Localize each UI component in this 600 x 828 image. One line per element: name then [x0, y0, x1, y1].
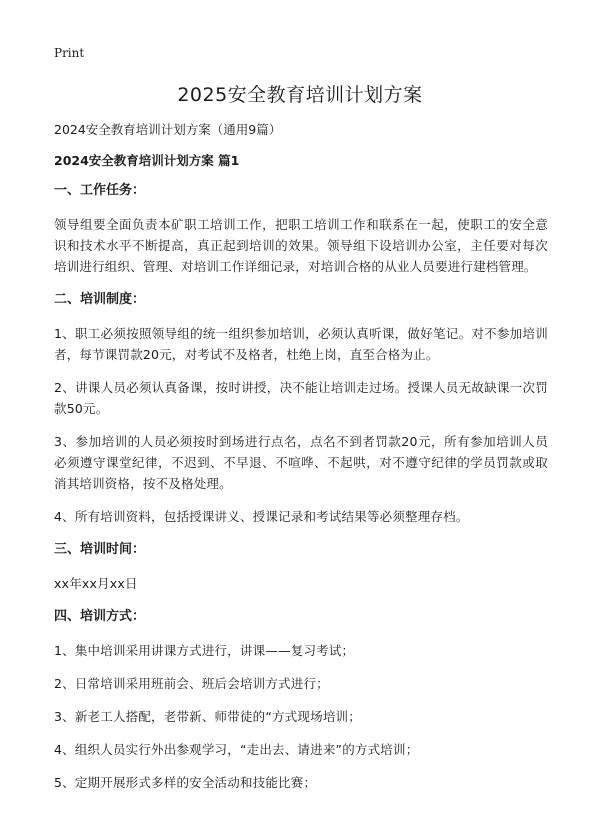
section-heading-methods: 四、培训方式： [54, 609, 146, 624]
section-heading-tasks: 一、工作任务： [54, 183, 146, 198]
part-heading: 2024安全教育培训计划方案 篇1 [54, 153, 240, 168]
document-body [54, 180, 548, 805]
document-subtitle: 2024安全教育培训计划方案（通用9篇） [54, 122, 282, 137]
section-heading-system: 二、培训制度： [54, 292, 146, 307]
paragraph: 3、参加培训的人员必须按时到场进行点名，点名不到者罚款20元，所有参加培训人员必须遵守课堂纪律，不迟到、不早退、不喧哗、不起哄，对不遵守纪律的学员罚款或取消其培训资格，按不及格处理。 [54, 434, 548, 491]
print-label: Print [54, 46, 85, 60]
paragraph: 1、职工必须按照领导组的统一组织参加培训，必须认真听课，做好笔记。对不参加培训者，每节课罚款20元，对考试不及格者，杜绝上岗，直至合格为止。 [54, 326, 548, 362]
list-item: 1、集中培训采用讲课方式进行，讲课——复习考试； [54, 643, 355, 658]
list-item: 4、组织人员实行外出参观学习，“走出去、请进来”的方式培训； [54, 742, 419, 757]
paragraph: 2、讲课人员必须认真备课，按时讲授，决不能让培训走过场。授课人员无故缺课一次罚款50元。 [54, 380, 548, 416]
paragraph: xx年xx月xx日 [54, 576, 138, 591]
paragraph: 领导组要全面负责本矿职工培训工作，把职工培训工作和联系在一起，使职工的安全意识和技术水平不断提高，真正起到培训的效果。领导组下设培训办公室，主任要对每次培训进行组织、管理、对培训工作详细记录，对培训合格的从业人员要进行建档管理。 [54, 217, 548, 274]
page-title: 2025安全教育培训计划方案 [177, 84, 423, 106]
list-item: 5、定期开展形式多样的安全活动和技能比赛； [54, 775, 317, 790]
section-heading-time: 三、培训时间： [54, 542, 146, 557]
list-item: 2、日常培训采用班前会、班后会培训方式进行； [54, 676, 329, 691]
list-item: 3、新老工人搭配，老带新、师带徒的“方式现场培训； [54, 709, 361, 724]
paragraph: 4、所有培训资料，包括授课讲义、授课记录和考试结果等必须整理存档。 [54, 509, 469, 524]
